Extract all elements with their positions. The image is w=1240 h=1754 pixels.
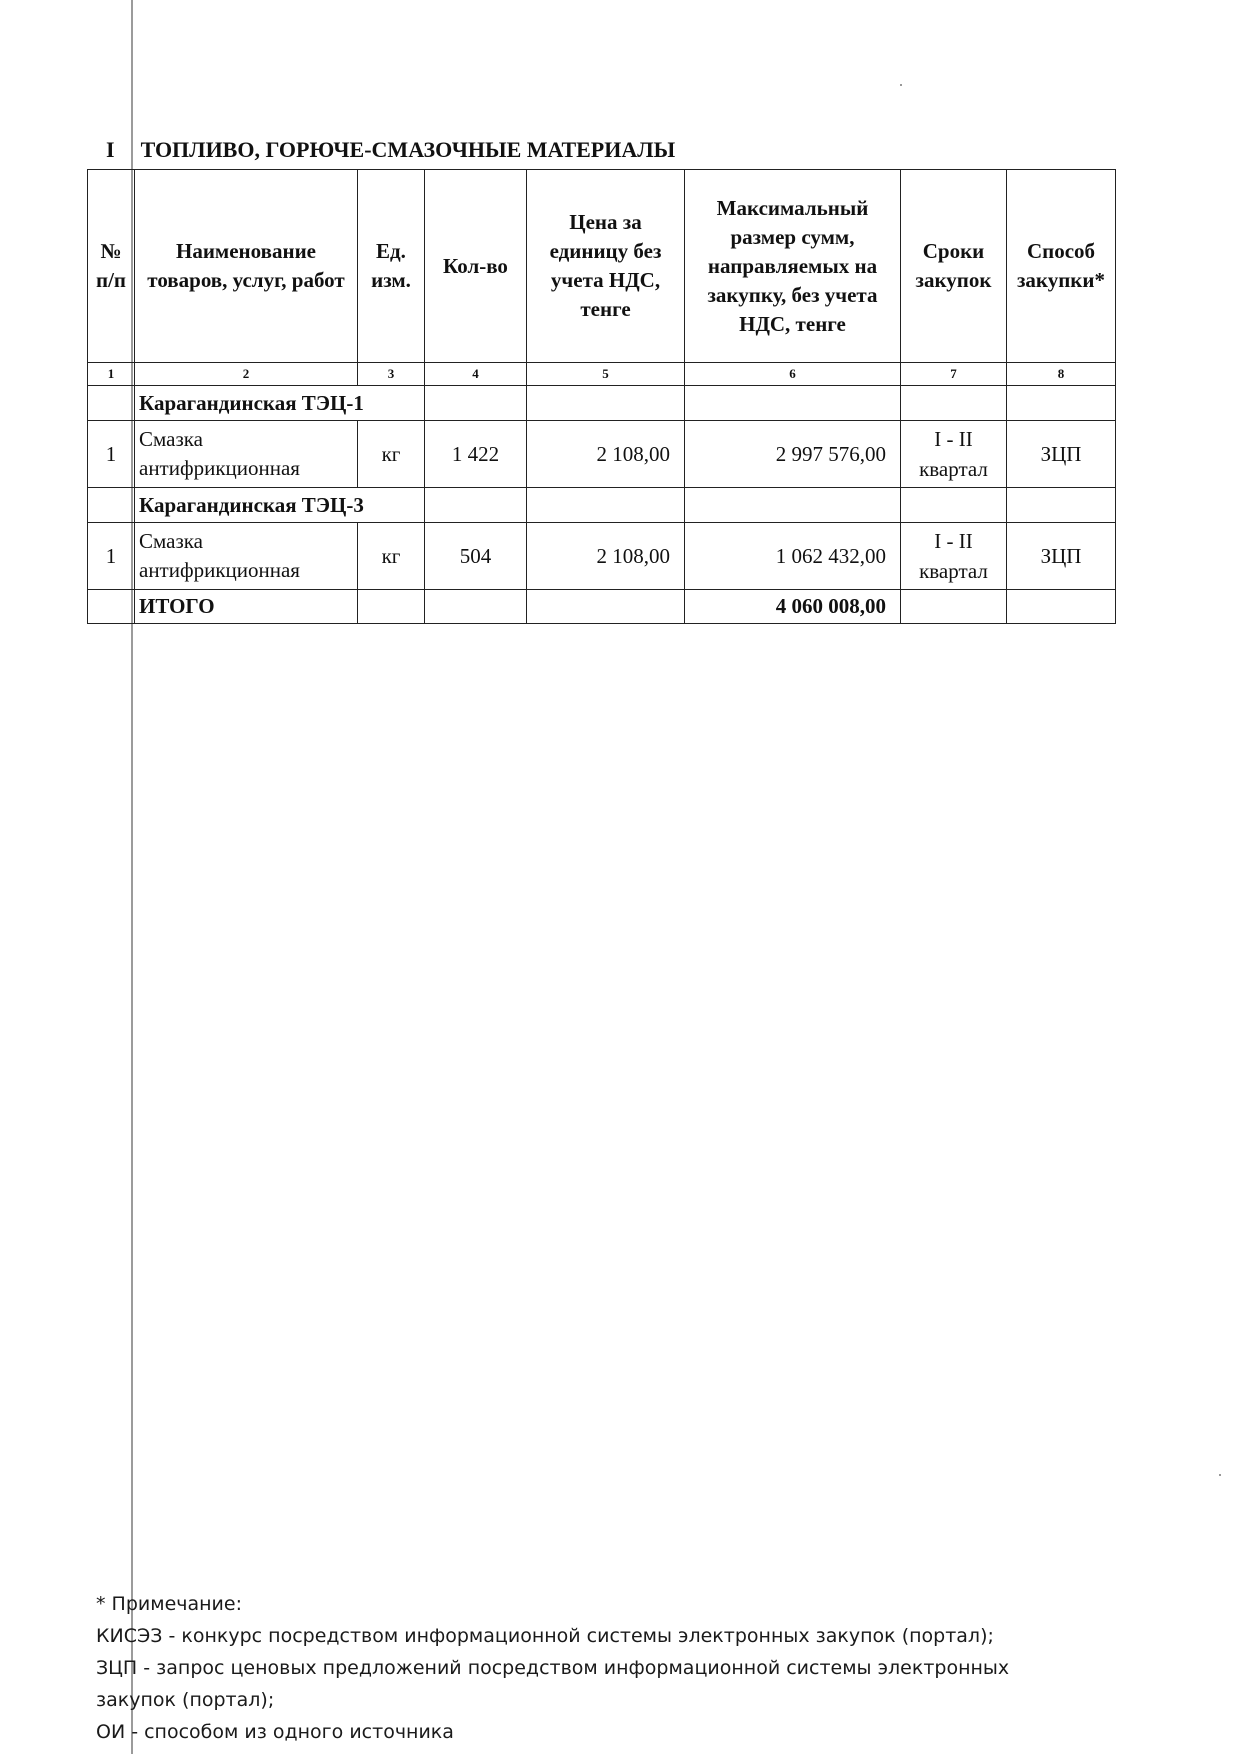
column-number: 7 xyxy=(901,363,1007,386)
item-unit: кг xyxy=(358,523,425,590)
column-number: 3 xyxy=(358,363,425,386)
footnote-line: КИСЭЗ - конкурс посредством информационной системы электронных закупок (портал); xyxy=(96,1625,994,1647)
footnote-heading: * Примечание: xyxy=(96,1593,242,1615)
column-number: 1 xyxy=(88,363,135,386)
header-max-sum: Максимальный размер сумм, направляемых на закупку, без учета НДС, тенге xyxy=(685,170,901,363)
section-heading xyxy=(106,137,675,163)
table-row xyxy=(88,421,1116,488)
group-name: Карагандинская ТЭЦ-1 xyxy=(135,386,425,421)
header-qty: Кол-во xyxy=(425,170,527,363)
item-unit: кг xyxy=(358,421,425,488)
section-number: I xyxy=(106,137,115,162)
footnote-line: ЗЦП - запрос ценовых предложений посредством информационной системы электронных xyxy=(96,1657,1010,1679)
item-num: 1 xyxy=(88,523,135,590)
column-number-row xyxy=(88,363,1116,386)
header-num: № п/п xyxy=(88,170,135,363)
footnote-line: закупок (портал); xyxy=(96,1689,275,1711)
item-max-sum: 1 062 432,00 xyxy=(685,523,901,590)
column-number: 8 xyxy=(1007,363,1116,386)
item-period: I - II квартал xyxy=(901,421,1007,488)
item-method: ЗЦП xyxy=(1007,523,1116,590)
footnote xyxy=(96,1588,1056,1748)
table-header-row xyxy=(88,170,1116,363)
total-row xyxy=(88,590,1116,624)
header-unit: Ед. изм. xyxy=(358,170,425,363)
group-name: Карагандинская ТЭЦ-3 xyxy=(135,488,425,523)
section-title: ТОПЛИВО, ГОРЮЧЕ-СМАЗОЧНЫЕ МАТЕРИАЛЫ xyxy=(140,137,676,162)
header-price: Цена за единицу без учета НДС, тенге xyxy=(527,170,685,363)
footnote-line: ОИ - способом из одного источника xyxy=(96,1721,454,1743)
procurement-table xyxy=(87,169,1116,624)
scan-speck xyxy=(1219,1474,1221,1476)
column-number: 2 xyxy=(135,363,358,386)
item-price: 2 108,00 xyxy=(527,421,685,488)
item-price: 2 108,00 xyxy=(527,523,685,590)
item-name: Смазка антифрикционная xyxy=(135,421,358,488)
item-qty: 1 422 xyxy=(425,421,527,488)
total-value: 4 060 008,00 xyxy=(685,590,901,624)
header-name: Наименование товаров, услуг, работ xyxy=(135,170,358,363)
table-row xyxy=(88,523,1116,590)
header-period: Сроки закупок xyxy=(901,170,1007,363)
item-max-sum: 2 997 576,00 xyxy=(685,421,901,488)
header-method: Способ закупки* xyxy=(1007,170,1116,363)
item-method: ЗЦП xyxy=(1007,421,1116,488)
column-number: 6 xyxy=(685,363,901,386)
column-number: 4 xyxy=(425,363,527,386)
group-row xyxy=(88,488,1116,523)
item-name: Смазка антифрикционная xyxy=(135,523,358,590)
total-label: ИТОГО xyxy=(135,590,358,624)
item-qty: 504 xyxy=(425,523,527,590)
item-period: I - II квартал xyxy=(901,523,1007,590)
column-number: 5 xyxy=(527,363,685,386)
item-num: 1 xyxy=(88,421,135,488)
group-row xyxy=(88,386,1116,421)
scan-speck xyxy=(900,84,902,86)
